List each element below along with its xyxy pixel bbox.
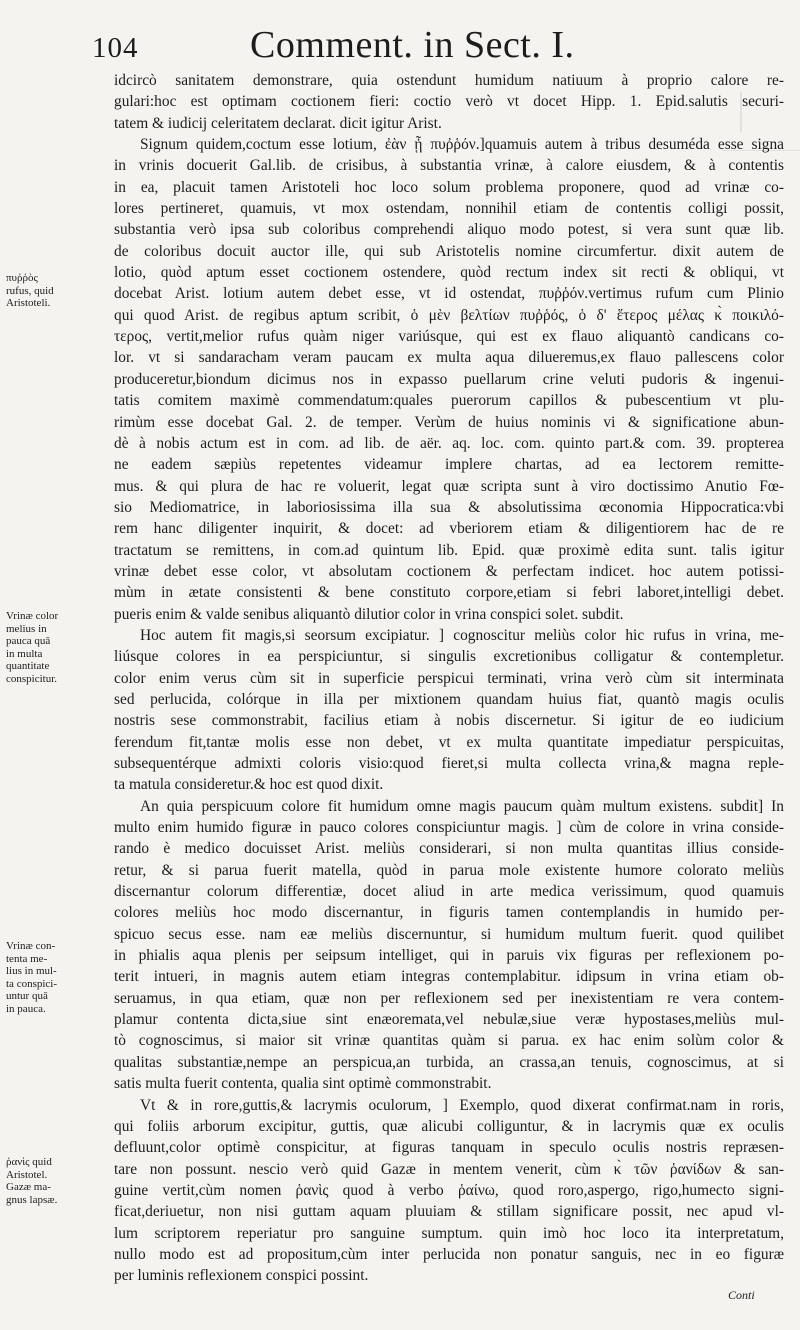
margin-note [6, 1156, 106, 1206]
text-line: lor. vt si sandaracham veram paucam ex multa aqua dilueremus,ex flauo pallescens color [114, 349, 784, 367]
text-line: spicuo secus esse. nam eæ meliùs discernuntur, si humidum multum fuerit. quod quilibet [114, 925, 784, 943]
text-line: tò cognoscimus, si maior sit vrinæ quantitas quàm si parua. ex hac enim solùm color & [114, 1032, 784, 1050]
text-line: dè à nobis actum est in com. ad lib. de aër. aq. loc. com. quinto part.& com. 39. propterea [114, 434, 784, 452]
margin-note-line: Aristotel. [6, 1168, 48, 1181]
body-text [114, 70, 784, 1287]
text-line: τερος, vertit,melior rufus quàm niger variúsque, qui est ex flauo aliquantò candicans co- [114, 328, 784, 346]
text-line: Hoc autem fit magis,si seorsum excipiatur. ] cognoscitur meliùs color hic rufus in vrina, me- [140, 626, 784, 644]
text-line: rimùm esse docebat Gal. 2. de temper. Verùm de huius nominis vi & significatione abun- [114, 413, 784, 431]
text-line: ficat,deriuetur, non nisi guttam aquam pluuiam & stillam significare possit, nec apud vl- [114, 1203, 784, 1221]
margin-note [6, 272, 106, 310]
text-line: defluunt,color optimè conspicitur, at figuras tanquam in speculo oculis nostris repræsen- [114, 1139, 784, 1157]
text-line: lotio, quòd aptum esset coctionem ostendere, quòd rectum index sit recti & obliqui, vt [114, 264, 784, 282]
text-line: ta matula consideretur.& hoc est quod dixit. [114, 776, 384, 794]
text-line: docebat Arist. lotium autem debet esse, vt id ostendat, πυῤῥόν.vertimus rufum cum Plinio [114, 285, 784, 303]
text-line: guine vertit,cùm nomen ῥανὶς quod à verbo ῥαίνω, quod roro,aspergo, rigo,humecto signi- [114, 1181, 784, 1199]
margin-note [6, 610, 106, 685]
margin-note-line: πυῤῥὸς [6, 272, 38, 284]
text-line: rando è medico docuisset Arist. meliùs considerari, si non multa quantitas illius conside- [114, 840, 784, 858]
text-line: An quia perspicuum colore fit humidum omne magis paucum quàm multum existens. subdit] In [140, 797, 784, 815]
text-line: tatis comitem maximè commendatum:quales puerorum capillos & pubescentium vt plu- [114, 392, 784, 410]
text-line: substantia verò ipsa sub coloribus comprehendi aliquo modo potest, si vera sunt quæ lib. [114, 221, 784, 239]
text-line: vrinæ debet esse color, vt absolutam coctionem & perfectam indicet. hoc autem potissi- [114, 562, 784, 580]
catchword: Conti [728, 1288, 755, 1302]
text-line: tare non possunt. nescio verò quid Gazæ in mentem venerit, cùm κ̀ τῶν ῥανίδων & san- [114, 1160, 784, 1178]
text-line: nullo modo est ad propositum,cùm inter perlucida non ponatur sanguis, nec in eo figuræ [114, 1245, 784, 1263]
text-line: qui quod Arist. de regibus aptum scribit, ὁ μὲν βελτίων πυῤῥός, ὁ δ' ἕτερος μέλας κ̀ ποικιλό- [114, 306, 784, 324]
text-line: sio Mediomatrice, in laboriosissima illa sua & absolutissima œconomia Hippocratica:vbi [114, 498, 784, 516]
text-line: de coloribus docuit auctor ille, qui sub Aristotelis nomine circumfertur. dixit autem de [114, 242, 784, 260]
text-line: colores meliùs hoc modo discernantur, in figuris tamen contemplandis in humido per- [114, 904, 784, 922]
text-line: mùm in ætate consistenti & bene constituto corpore,etiam si febri laboret,intelligi debet. [114, 584, 784, 602]
margin-note-line: rufus, quid [6, 284, 54, 297]
margin-note-line: pauca quā [6, 635, 51, 647]
text-line: liúsque colores in ea perspiciuntur, si singulis excretionibus colligatur & contempletur. [114, 648, 784, 666]
text-line: seruamus, in qua etiam, quæ non per reflexionem sed per inexistentiam re vera contem- [114, 989, 784, 1007]
text-line: lum scriptorem reperiatur pro sanguine sumptum. quin imò hoc loco ita interpretatum, [114, 1224, 784, 1242]
text-line: rem hanc diligenter inquirit, & docet: ad vberiorem etiam & diligentiorem hac de re [114, 520, 784, 538]
text-line: tatem & iudicij celeritatem declarat. dicit igitur Arist. [114, 114, 442, 132]
margin-note-line: conspicitur. [6, 672, 58, 685]
text-line: in ea, placuit tamen Aristoteli hoc loco solum problema proponere, quod ad vrinæ co- [114, 178, 784, 196]
text-line: lores pertineret, quamuis, vt mox ostendam, nonnihil etiam de contentis colligi possit, [114, 200, 784, 218]
margin-note-line: untur quā [6, 990, 48, 1002]
text-line: tractatum se remittens, in com.ad quintum lib. Epid. quæ proximè edita sunt. talis igitur [114, 541, 784, 559]
text-line: retur, & si parua fuerit matella, quòd in parua mole existente humore colorato meliùs [114, 861, 784, 879]
text-line: discernantur colorum differentiæ, docet aliud in arte medica verissimum, quod quamuis [114, 883, 784, 901]
margin-note-line: ῥανὶς quid [6, 1156, 52, 1168]
margin-note-line: gnus lapsæ. [6, 1193, 58, 1206]
text-line: plamur contenta dicta,siue sint enæoremata,vel nebulæ,siue veræ hypostases,meliùs mul- [114, 1011, 784, 1029]
margin-note-line: in pauca. [6, 1002, 46, 1015]
text-line: Vt & in rore,guttis,& lacrymis oculorum, ] Exemplo, quod dixerat confirmat.nam in roris, [140, 1096, 784, 1114]
margin-note [6, 940, 106, 1015]
margin-note-line: melius in [6, 622, 47, 635]
margin-note-line: Vrinæ color [6, 610, 59, 622]
text-line: color enim verus cùm sit in superficie perspicui terminati, vrina verò cùm sit interminata [114, 669, 784, 687]
text-line: ne eadem sæpiùs repetentes videamur implere chartas, ad ea lectorem remitte- [114, 456, 784, 474]
text-line: nostris sese commonstrabit, facilius etiam à nobis discernetur. Si igitur de eo iudicium [114, 712, 784, 730]
text-line: idcircò sanitatem demonstrare, quia ostendunt humidum natiuum à proprio calore re- [114, 72, 784, 89]
margin-note-line: ta conspici- [6, 977, 58, 990]
text-line: qualitas substantiæ,nempe an perspicua,an turbida, an crassa,an tenuis, cognoscimus, at si [114, 1053, 784, 1071]
running-head: Comment. in Sect. I. [250, 24, 575, 66]
text-line: in phialis aqua plenis per seipsum intelliget, qui in paruis vix figuras per reflexionem po- [114, 947, 784, 965]
text-line: mus. & qui plura de hac re voluerit, legat quæ scripta sunt à viro doctissimo Anutio Fœ- [114, 477, 784, 495]
text-line: produceretur,biondum dicimus nos in expasso puellarum crine veluti pudoris & ingenui- [114, 370, 784, 388]
text-line: multo enim humido figuræ in pauco colores conspiciuntur magis. ] cùm de colore in vrina conside- [114, 819, 784, 837]
text-line: in vrinis docuerit Gal.lib. de crisibus, à substantia vrinæ, à calore eiusdem, & à contentis [114, 157, 784, 175]
margin-note-line: quantitate [6, 660, 50, 672]
text-line: ferendum fit,tantæ molis esse non debet, vt ex multa quantitate impediatur perspicuitas, [114, 733, 784, 751]
text-line: subsequentérque admixti coloris visio:quod fieret,si multa collecta vrina,& magna reple- [114, 755, 784, 772]
page-number: 104 [92, 32, 139, 64]
margin-note-line: Aristoteli. [6, 297, 51, 309]
text-line: per luminis reflexionem conspici possint. [114, 1267, 369, 1285]
text-line: sed perlucida, colórque in illa per mixtionem quandam huius fiat, quantò magis oculis [114, 690, 784, 708]
margin-note-line: Gazæ ma- [6, 1181, 51, 1193]
margin-note-line: in multa [6, 647, 43, 660]
text-line: satis multa fuerit contenta, qualia sint optimè commonstrabit. [114, 1075, 492, 1093]
margin-note-line: Vrinæ con- [6, 940, 56, 952]
margin-note-line: tenta me- [6, 952, 48, 965]
margin-note-line: lius in mul- [6, 965, 57, 977]
text-line: gulari:hoc est optimam coctionem fieri: coctio verò vt docet Hipp. 1. Epid.salutis securi- [114, 93, 784, 111]
text-line: terit intueri, in magnis autem etiam integras contemplabitur. idipsum in vrina etiam ob- [114, 968, 784, 986]
text-line: pueris enim & valde senibus aliquantò dilutior color in vrina conspici solet. subdit. [114, 605, 624, 623]
text-line: Signum quidem,coctum esse lotium, ἐὰν ᾖ πυῤῥόν.]quamuis autem à tribus desuméda esse signa [140, 136, 784, 154]
text-line: qui foliis arborum excipitur, guttis, quæ alicubi colliguntur, & in lacrymis quæ ex oculis [114, 1117, 784, 1135]
